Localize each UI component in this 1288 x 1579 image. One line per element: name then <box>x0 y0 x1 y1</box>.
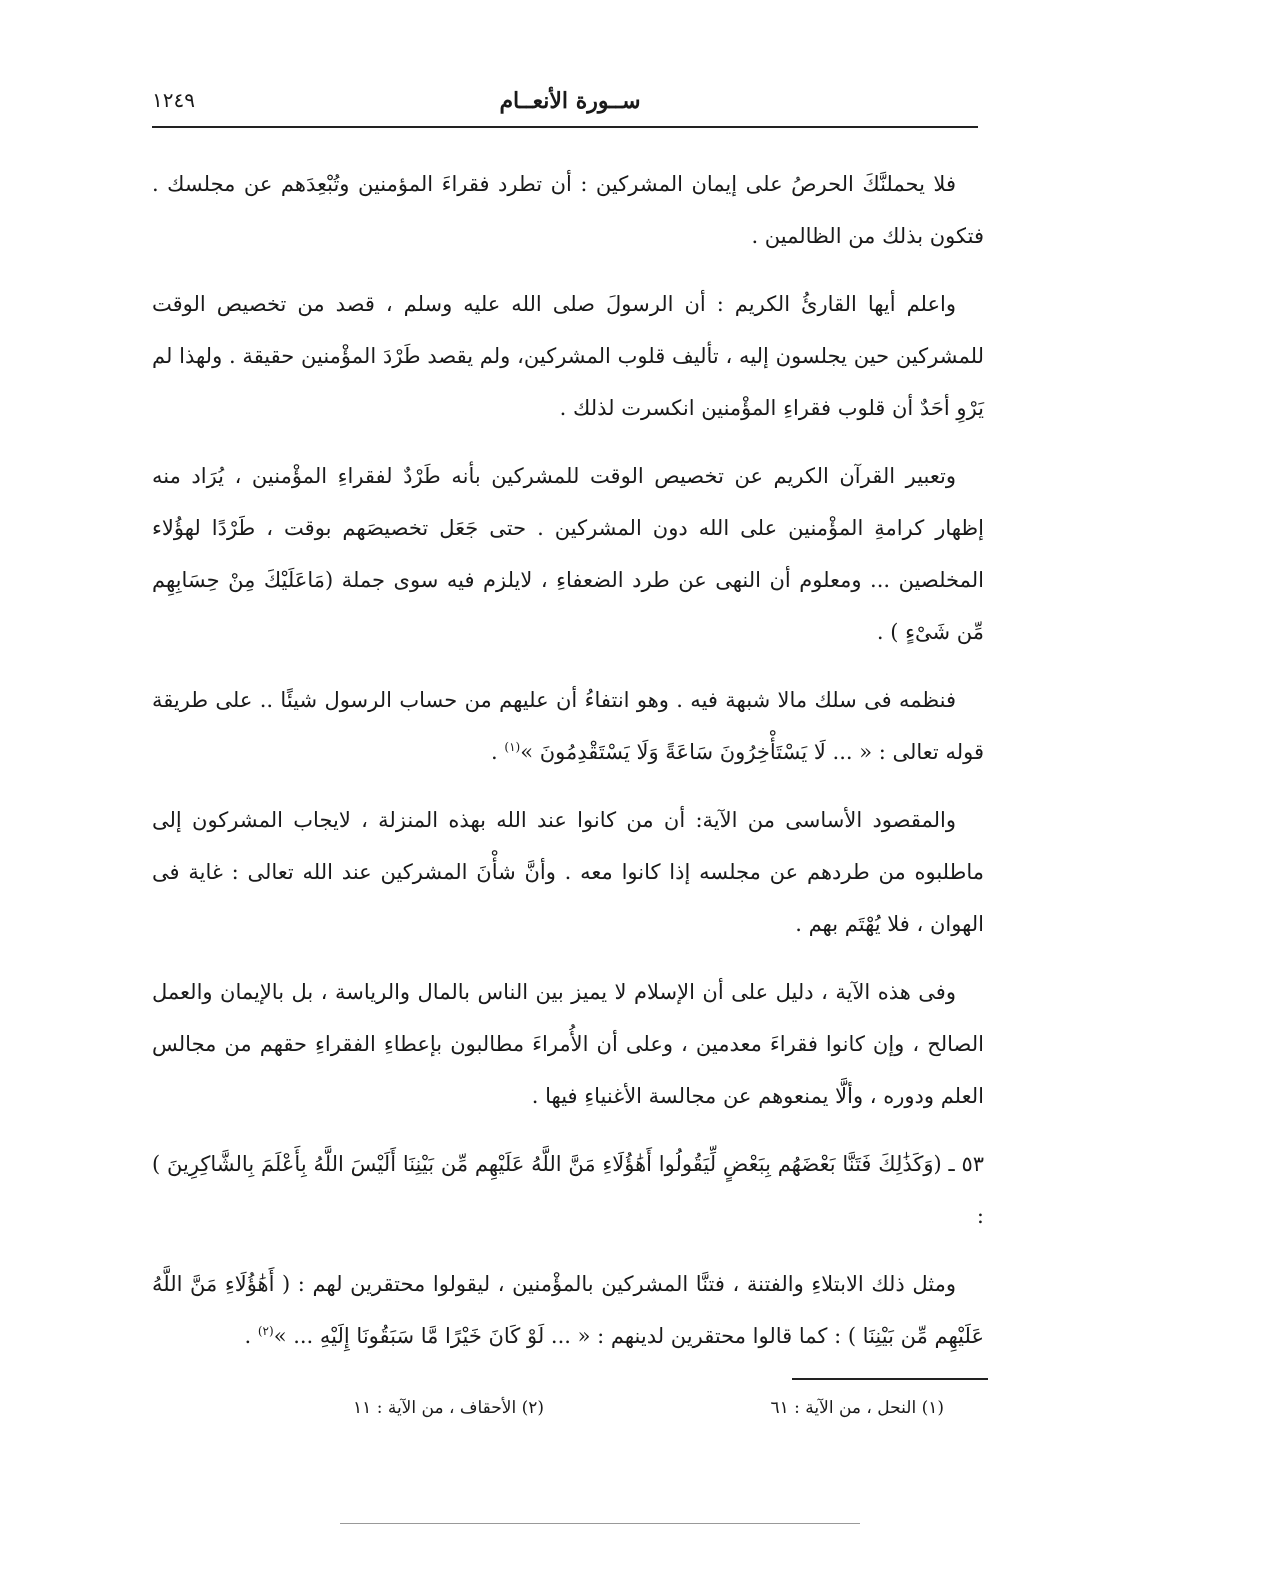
header-rule <box>152 126 978 128</box>
paragraph: واعلم أيها القارئُ الكريم : أن الرسولَ صلى الله عليه وسلم ، قصد من تخصيص الوقت للمشركين حين يجلسون إليه ، تأليف قلوب المشركين، ولم يقصد طَرْدَ المؤْمنين حقيقة . ولهذا لم يَرْوِ أحَدٌ أن قلوب فقراءِ المؤْمنين انكسرت لذلك . <box>152 292 984 420</box>
page-number: ١٢٤٩ <box>152 88 195 112</box>
footnote-rule <box>792 1378 988 1380</box>
footnote-1: (١) النحل ، من الآية : ٦١ <box>770 1398 944 1418</box>
footnote-2: (٢) الأحقاف ، من الآية : ١١ <box>353 1398 544 1418</box>
paragraph: وفى هذه الآية ، دليل على أن الإسلام لا يميز بين الناس بالمال والرياسة ، بل بالإيمان والعمل الصالح ، وإن كانوا فقراءَ معدمين ، وعلى أن الأُمراءَ مطالبون بإعطاءِ الفقراءِ حقهم من مجالس العلم ودوره ، وألَّا يمنعوهم عن مجالسة الأغنياءِ فيها . <box>152 980 984 1108</box>
paragraph: وتعبير القرآن الكريم عن تخصيص الوقت للمشركين بأنه طَرْدٌ لفقراءِ المؤْمنين ، يُرَاد منه إظهار كرامةِ المؤْمنين على الله دون المشركين . حتى جَعَل تخصيصَهم بوقت ، طَرْدًا لهؤُلاء المخلصين ... ومعلوم أن النهى عن طرد الضعفاءِ ، لايلزم فيه سوى جملة (مَاعَلَيْكَ مِنْ حِسَابِهِم مِّن شَىْءٍ ) . <box>152 464 984 644</box>
paragraph: فنظمه فى سلك مالا شبهة فيه . وهو انتفاءُ أن عليهم من حساب الرسول شيئًا .. على طريقة قوله تعالى : « ... لَا يَسْتَأْخِرُونَ سَاعَةً وَلَا يَسْتَقْدِمُونَ »$^{(١)}$ . <box>152 688 984 764</box>
surah-title: ســورة الأنعــام <box>499 88 641 114</box>
body-text <box>152 158 984 1378</box>
footnote-marker: (١) <box>504 740 521 754</box>
paragraph: ومثل ذلك الابتلاءِ والفتنة ، فتنَّا المشركين بالمؤْمنين ، ليقولوا محتقرين لهم : ( أَهَٰؤُلَاءِ مَنَّ اللَّهُ عَلَيْهِم مِّن بَيْنِنَا ) : كما قالوا محتقرين لدينهم : « ... لَوْ كَانَ خَيْرًا مَّا سَبَقُونَا إِلَيْهِ ... »$^{(٢)}$ . <box>152 1272 984 1348</box>
verse-paragraph: ٥٣ ـ (وَكَذَٰلِكَ فَتَنَّا بَعْضَهُم بِبَعْضٍ لِّيَقُولُوا أَهَٰؤُلَاءِ مَنَّ اللَّهُ عَلَيْهِم مِّن بَيْنِنَا أَلَيْسَ اللَّهُ بِأَعْلَمَ بِالشَّاكِرِينَ ) : <box>152 1152 984 1228</box>
paragraph: والمقصود الأساسى من الآية: أن من كانوا عند الله بهذه المنزلة ، لايجاب المشركون إلى ماطلبوه من طردهم عن مجلسه إذا كانوا معه . وأنَّ شأْنَ المشركين عند الله تعالى : غاية فى الهوان ، فلا يُهْتَم بهم . <box>152 808 984 936</box>
footnote-marker: (٢) <box>257 1324 274 1338</box>
paragraph: فلا يحملنَّكَ الحرصُ على إيمان المشركين : أن تطرد فقراءَ المؤمنين وتُبْعِدَهم عن مجلسك . فتكون بذلك من الظالمين . <box>152 172 984 248</box>
scan-edge-line <box>340 1523 860 1524</box>
page-header <box>152 88 988 124</box>
